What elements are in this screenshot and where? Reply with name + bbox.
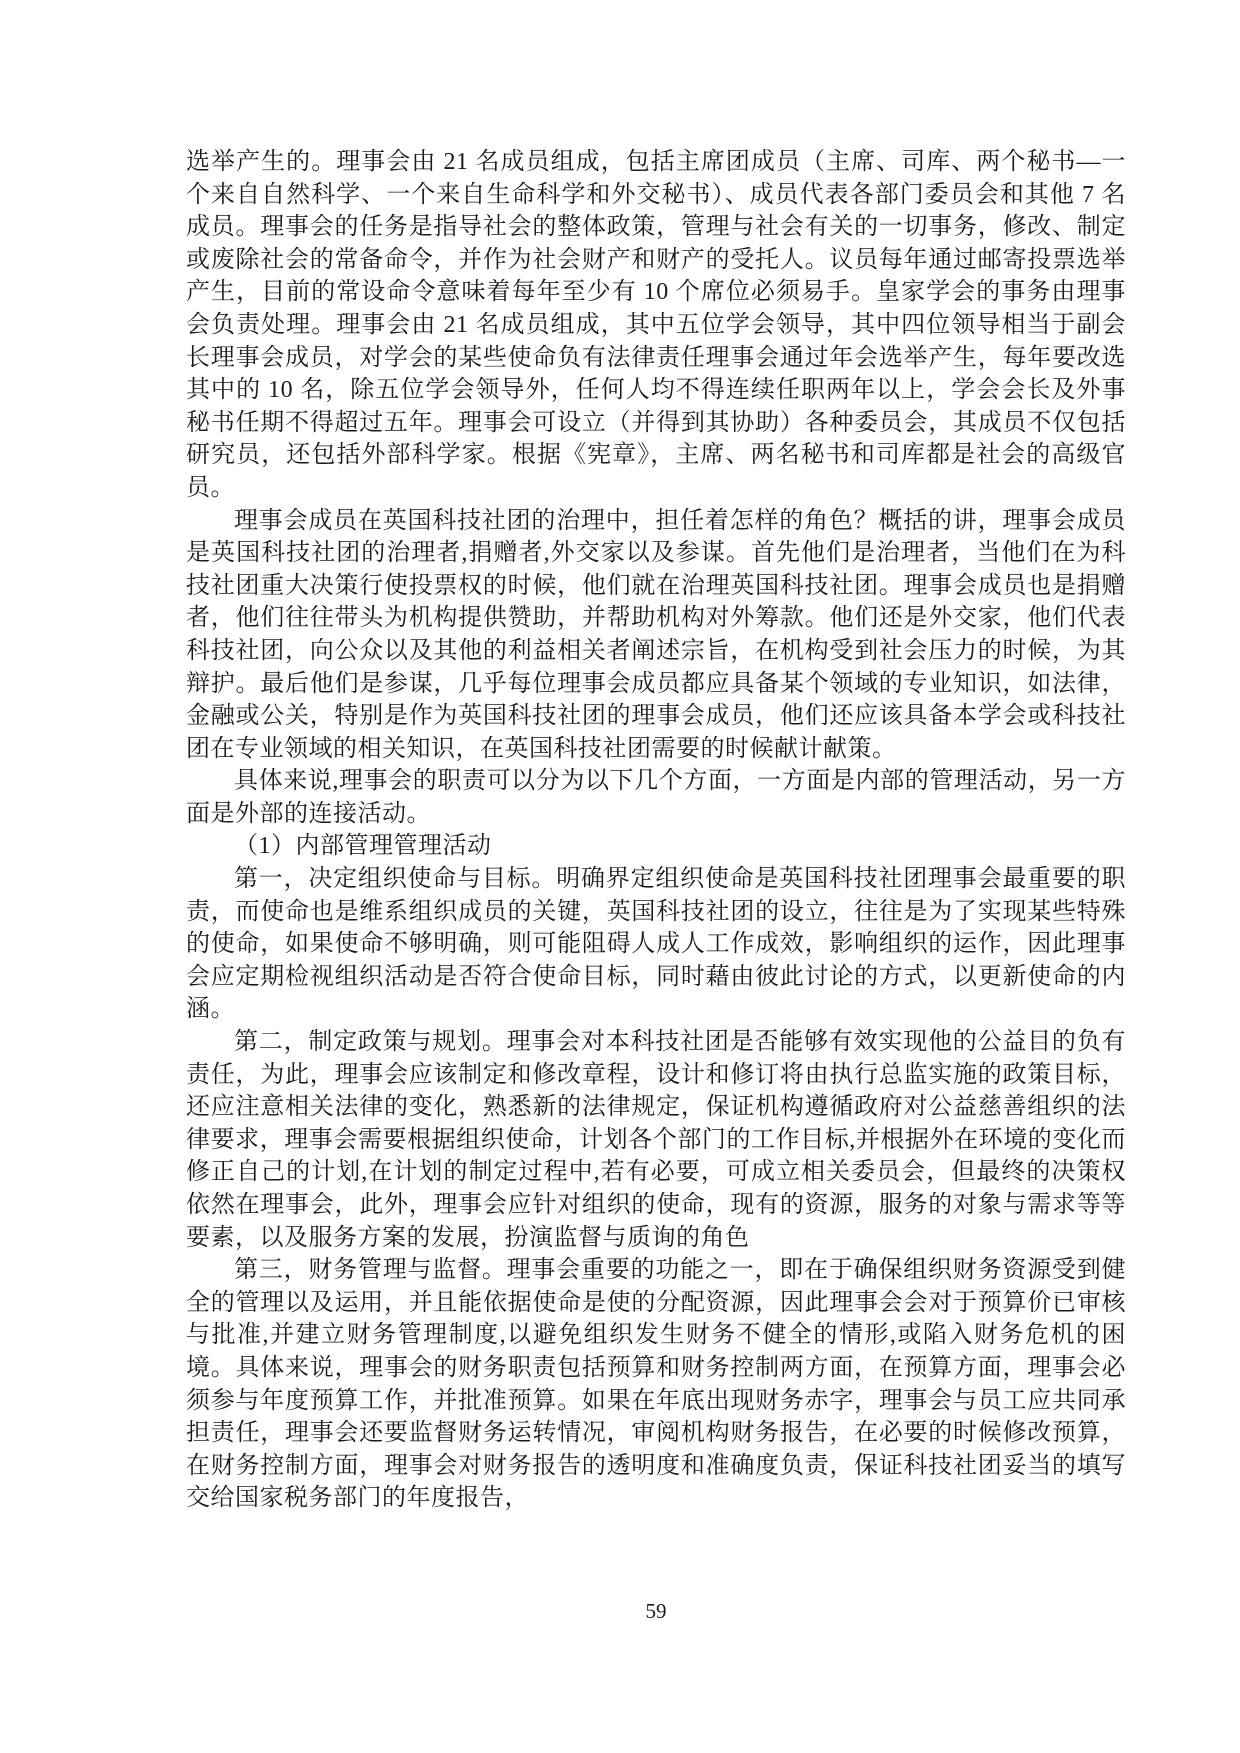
paragraph-third-financial-oversight: 第三，财务管理与监督。理事会重要的功能之一，即在于确保组织财务资源受到健全的管理以及运用，并且能依据使命是使的分配资源，因此理事会会对于预算价已审核与批准,并建立财务管理制度,以避免组织发生财务不健全的情形,或陷入财务危机的困境。具体来说，理事会的财务职责包括预算和财务控制两方面，在预算方面，理事会必须参与年度预算工作，并批准预算。如果在年底出现财务赤字，理事会与员工应共同承担责任，理事会还要监督财务运转情况，审阅机构财务报告，在必要的时候修改预算，在财务控制方面，理事会对财务报告的透明度和准确度负责，保证科技社团妥当的填写交给国家税务部门的年度报告， (186, 1257, 1126, 1512)
paragraph-duties-intro: 具体来说,理事会的职责可以分为以下几个方面，一方面是内部的管理活动，另一方面是外部的连接活动。 (186, 768, 1126, 827)
heading-internal-management: （1）内部管理管理活动 (234, 833, 492, 860)
paragraph-council-roles: 理事会成员在英国科技社团的治理中，担任着怎样的角色？概括的讲，理事会成员是英国科技社团的治理者,捐赠者,外交家以及参谋。首先他们是治理者，当他们在为科技社团重大决策行使投票权的时候，他们就在治理英国科技社团。理事会成员也是捐赠者，他们往往带头为机构提供赞助，并帮助机构对外筹款。他们还是外交家，他们代表科技社团，向公众以及其他的利益相关者阐述宗旨，在机构受到社会压力的时候，为其辩护。最后他们是参谋，几乎每位理事会成员都应具备某个领域的专业知识，如法律，金融或公关，特别是作为英国科技社团的理事会成员，他们还应该具备本学会或科技社团在专业领域的相关知识，在英国科技社团需要的时候献计献策。 (186, 507, 1126, 762)
document-body (186, 146, 1126, 1515)
page-number: 59 (645, 1599, 667, 1623)
paragraph-first-mission-goals: 第一，决定组织使命与目标。明确界定组织使命是英国科技社团理事会最重要的职责，而使命也是维系组织成员的关键，英国科技社团的设立，往往是为了实现某些特殊的使命，如果使命不够明确，则可能阻碍人成人工作成效，影响组织的运作，因此理事会应定期检视组织活动是否符合使命目标，同时藉由彼此讨论的方式，以更新使命的内涵。 (186, 866, 1126, 1023)
paragraph-council-composition: 选举产生的。理事会由 21 名成员组成，包括主席团成员（主席、司库、两个秘书—一个来自自然科学、一个来自生命科学和外交秘书）、成员代表各部门委员会和其他 7 名成员。理事会的任务是指导社会的整体政策，管理与社会有关的一切事务，修改、制定或废除社会的常备命令，并作为社会财产和财产的受托人。议员每年通过邮寄投票选举产生，目前的常设命令意味着每年至少有 10 个席位必须易手。皇家学会的事务由理事会负责处理。理事会由 21 名成员组成，其中五位学会领导，其中四位领导相当于副会长理事会成员，对学会的某些使命负有法律责任理事会通过年会选举产生，每年要改选其中的 10 名，除五位学会领导外，任何人均不得连续任职两年以上，学会会长及外事秘书任期不得超过五年。理事会可设立（并得到其协助）各种委员会，其成员不仅包括研究员，还包括外部科学家。根据《宪章》，主席、两名秘书和司库都是社会的高级官员。 (186, 149, 1126, 501)
paragraph-second-policy-planning: 第二，制定政策与规划。理事会对本科技社团是否能够有效实现他的公益目的负有责任，为此，理事会应该制定和修改章程，设计和修订将由执行总监实施的政策目标，还应注意相关法律的变化，熟悉新的法律规定，保证机构遵循政府对公益慈善组织的法律要求，理事会需要根据组织使命，计划各个部门的工作目标,并根据外在环境的变化而修正自己的计划,在计划的制定过程中,若有必要，可成立相关委员会，但最终的决策权依然在理事会，此外，理事会应针对组织的使命，现有的资源，服务的对象与需求等等要素，以及服务方案的发展，扮演监督与质询的角色 (186, 1029, 1126, 1251)
